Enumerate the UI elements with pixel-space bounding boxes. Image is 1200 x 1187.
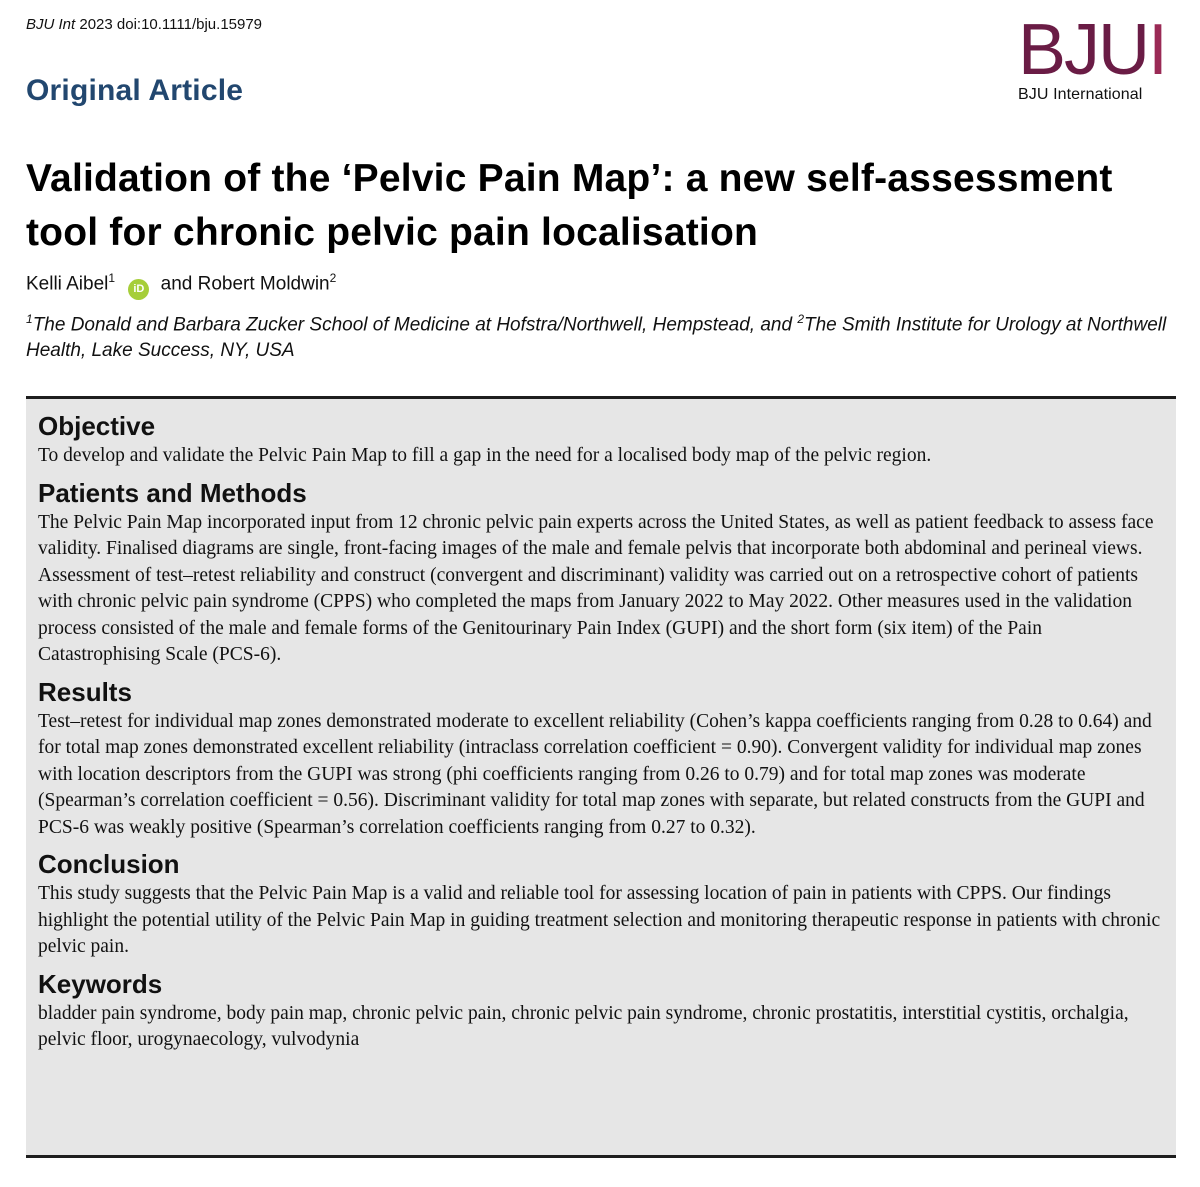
section-label: Original Article bbox=[26, 74, 244, 107]
conclusion-heading: Conclusion bbox=[38, 849, 180, 879]
conclusion-text: This study suggests that the Pelvic Pain Map is a valid and reliable tool for assessing location of pain in patients with CPPS. Our findings highlight the potential utility of the Pelvic Pain Map in guiding treatment selection and monitoring therapeutic response in patients with chronic pelvic pain. bbox=[38, 883, 1161, 957]
results-heading: Results bbox=[38, 676, 132, 707]
abstract-box bbox=[26, 396, 1176, 1158]
logo-mark-i: I bbox=[1148, 10, 1167, 90]
methods-text: The Pelvic Pain Map incorporated input from 12 chronic pelvic pain experts across the United States, as well as patient feedback to assess face validity. Finalised diagrams are single, front-facing images of the male and female pelvis that incorporate both abdominal and perineal views. Assessment of test–retest reliability and construct (convergent and discriminant) validity was carried out on a retrospective cohort of patients with chronic pelvic pain syndrome (CPPS) who completed the maps from January 2022 to May 2022. Other measures used in the validation process consisted of the male and female forms of the Genitourinary Pain Index (GUPI) and the short form (six item) of the Pain Catastrophising Scale (PCS-6). bbox=[38, 511, 1154, 665]
logo-mark bbox=[1018, 10, 1178, 90]
year-doi: 2023 doi:10.1111/bju.15979 bbox=[79, 16, 263, 33]
author-name: Kelli Aibel bbox=[26, 273, 109, 295]
methods-heading: Patients and Methods bbox=[38, 477, 307, 508]
author-affiliation-sup: 2 bbox=[329, 271, 337, 285]
logo-subtitle: BJU International bbox=[1018, 86, 1143, 103]
results-text: Test–retest for individual map zones demonstrated moderate to excellent reliability (Cohen’s kappa coefficients ranging from 0.28 to 0.64) and for total map zones demonstrated excellent reliability (intraclass correlation coefficient = 0.90). Convergent validity for individual map zones with location descriptors from the GUPI was strong (phi coefficients ranging from 0.26 to 0.79) and for total map zones was moderate (Spearman’s correlation coefficient = 0.56). Discriminant validity for total map zones with separate, but related constructs from the GUPI and PCS-6 was weakly positive (Spearman’s correlation coefficients ranging from 0.27 to 0.32). bbox=[38, 710, 1152, 838]
objective-heading: Objective bbox=[38, 411, 156, 441]
author-affiliation-sup: 1 bbox=[108, 271, 116, 285]
objective-text: To develop and validate the Pelvic Pain Map to fill a gap in the need for a localised body map of the pelvic region. bbox=[38, 445, 932, 466]
journal-logo bbox=[1018, 10, 1178, 108]
citation-line bbox=[26, 16, 262, 33]
article-title: Validation of the ‘Pelvic Pain Map’: a new self-assessment tool for chronic pelvic pain localisation bbox=[26, 157, 1113, 254]
journal-abbrev: BJU Int bbox=[26, 16, 76, 33]
affiliation-text: The Smith Institute for Urology at Northwell Health, Lake Success, NY, USA bbox=[26, 314, 1167, 362]
affiliations bbox=[26, 306, 1176, 364]
keywords-heading: Keywords bbox=[38, 968, 163, 999]
affiliation-text: The Donald and Barbara Zucker School of Medicine at Hofstra/Northwell, Hempstead, and bbox=[32, 314, 798, 336]
logo-mark-main: BJU bbox=[1018, 10, 1149, 90]
affiliation-sup: 2 bbox=[797, 312, 804, 326]
keywords-text: bladder pain syndrome, body pain map, chronic pelvic pain, chronic pelvic pain syndrome, chronic prostatitis, interstitial cystitis, orchalgia, pelvic floor, urogynaecology, vulvodynia bbox=[38, 1002, 1129, 1050]
author-list bbox=[26, 271, 336, 300]
affiliation-sup: 1 bbox=[26, 312, 33, 326]
author-name: and Robert Moldwin bbox=[160, 273, 330, 295]
orcid-icon[interactable]: iD bbox=[128, 279, 149, 300]
